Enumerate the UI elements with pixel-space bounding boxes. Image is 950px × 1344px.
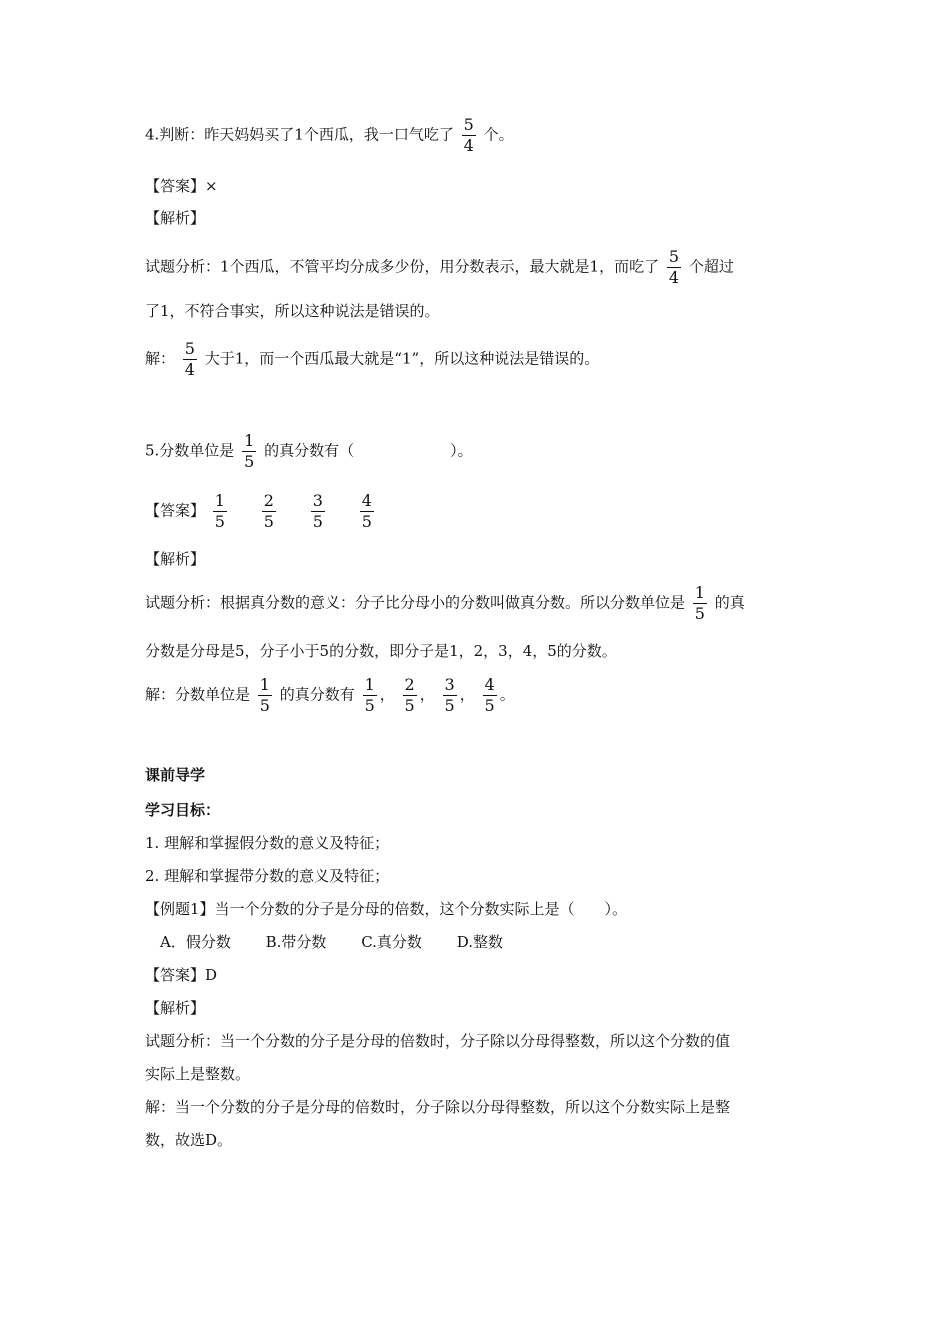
- q5-solution-mid: 的真分数有: [279, 685, 355, 704]
- q5-answer-2-den: 5: [263, 512, 274, 531]
- q5-analysis-text-a: 试题分析：根据真分数的意义：分子比分母小的分数叫做真分数。所以分数单位是: [145, 593, 686, 612]
- q5-answer-4-num: 4: [361, 491, 372, 510]
- q5-solution-end: 。: [499, 685, 515, 704]
- goal-1: 1. 理解和掌握假分数的意义及特征；: [145, 834, 390, 852]
- example-label: 【例题1】: [145, 900, 215, 918]
- q5-answer: [145, 492, 377, 531]
- q5-analysis-text-b: 的真: [714, 593, 745, 612]
- q5-solution-unit-fraction: [258, 676, 272, 715]
- q4-solution-fraction-den: 4: [184, 360, 195, 379]
- example-answer-value: D: [205, 966, 218, 984]
- q5-solution-3-den: 5: [444, 696, 455, 715]
- q5-solution-3-num: 3: [444, 675, 455, 694]
- q5-solution-unit-den: 5: [259, 696, 270, 715]
- q4-solution-suffix: 大于1，而一个西瓜最大就是“1”，所以这种说法是错误的。: [204, 349, 600, 368]
- example-1: [145, 898, 627, 920]
- q4-analysis-fraction-den: 4: [668, 268, 680, 287]
- q5-solution-fraction-4: [483, 676, 497, 715]
- q5-solution-fraction-3: [443, 676, 457, 715]
- goal-2: 2. 理解和掌握带分数的意义及特征；: [145, 867, 390, 885]
- example-answer: [145, 964, 217, 986]
- example-solution-line2: 数，故选D。: [145, 1131, 233, 1149]
- q4-answer: [145, 175, 218, 197]
- example-text: 当一个分数的分子是分母的倍数，这个分数实际上是（ ）。: [214, 900, 628, 918]
- example-analysis-line2: 实际上是整数。: [145, 1065, 251, 1083]
- q5-solution-1-num: 1: [364, 675, 375, 694]
- q5-unit-fraction: [242, 432, 256, 471]
- example-solution-line1: 解：当一个分数的分子是分母的倍数时，分子除以分母得整数，所以这个分数实际上是整: [145, 1098, 731, 1116]
- section-heading: 课前导学: [145, 766, 206, 784]
- q5-unit-fraction-num: 1: [244, 431, 255, 450]
- q5-solution-unit-num: 1: [259, 675, 270, 694]
- q5-unit-fraction-den: 5: [244, 452, 255, 471]
- q5-answer-fraction-1: [213, 492, 227, 531]
- q4-analysis-text-a: 试题分析：1个西瓜，不管平均分成多少份，用分数表示，最大就是1，而吃了: [145, 257, 660, 276]
- q4-answer-value: ×: [205, 177, 218, 195]
- q5-analysis-fraction-num: 1: [694, 583, 705, 602]
- q4-analysis-line1: [145, 248, 734, 287]
- q5-analysis-label: 【解析】: [145, 550, 206, 568]
- q5-solution-4-num: 4: [484, 675, 495, 694]
- q4-question-suffix: 个。: [483, 125, 514, 144]
- q5-solution: [145, 676, 515, 715]
- example-analysis-label: 【解析】: [145, 999, 206, 1017]
- q5-question-suffix: 的真分数有（: [264, 441, 355, 460]
- q4-analysis-text-b: 个超过: [688, 257, 734, 276]
- q4-question-prefix: 4.判断：昨天妈妈买了1个西瓜，我一口气吃了: [145, 125, 454, 144]
- q5-solution-fraction-1: [363, 676, 377, 715]
- q5-solution-sep-3: ，: [459, 685, 475, 704]
- q5-solution-2-num: 2: [404, 675, 415, 694]
- q4-question: [145, 116, 514, 155]
- q4-fraction-num: 5: [463, 115, 474, 134]
- q5-analysis-line1: [145, 584, 745, 623]
- option-a: A．假分数: [160, 933, 231, 951]
- q4-solution: [145, 340, 599, 379]
- q5-solution-prefix: 解：分数单位是: [145, 685, 251, 704]
- q5-analysis-line2: 分数是分母是5，分子小于5的分数，即分子是1，2，3，4，5的分数。: [145, 642, 617, 660]
- q4-analysis-fraction-num: 5: [668, 247, 680, 266]
- q5-answer-3-num: 3: [312, 491, 323, 510]
- q4-solution-fraction-num: 5: [184, 339, 195, 358]
- q5-answer-4-den: 5: [361, 512, 372, 531]
- q5-solution-sep-2: ，: [419, 685, 435, 704]
- option-b: B.带分数: [265, 933, 327, 951]
- q5-answer-fraction-2: [262, 492, 276, 531]
- q4-analysis-label: 【解析】: [145, 209, 206, 227]
- q5-answer-fraction-3: [311, 492, 325, 531]
- q5-solution-1-den: 5: [364, 696, 375, 715]
- q5-answer-label: 【答案】: [145, 501, 206, 520]
- q5-answer-1-num: 1: [214, 491, 225, 510]
- q5-answer-fraction-4: [360, 492, 374, 531]
- q5-solution-2-den: 5: [404, 696, 415, 715]
- q5-answer-1-den: 5: [214, 512, 225, 531]
- goals-heading: 学习目标：: [145, 801, 221, 819]
- q4-solution-prefix: 解：: [145, 349, 176, 368]
- q5-analysis-fraction: [693, 584, 707, 623]
- q5-answer-2-num: 2: [263, 491, 274, 510]
- q5-analysis-fraction-den: 5: [694, 604, 705, 623]
- q5-solution-4-den: 5: [484, 696, 495, 715]
- q5-solution-fraction-2: [403, 676, 417, 715]
- example-analysis-line1: 试题分析：当一个分数的分子是分母的倍数时，分子除以分母得整数，所以这个分数的值: [145, 1032, 731, 1050]
- q4-fraction-den: 4: [463, 136, 474, 155]
- option-c: C.真分数: [361, 933, 422, 951]
- example-options: [160, 931, 533, 953]
- q4-fraction: [462, 116, 476, 155]
- q5-question: [145, 432, 473, 471]
- q4-analysis-line2: 了1，不符合事实，所以这种说法是错误的。: [145, 302, 440, 320]
- option-d: D.整数: [456, 933, 503, 951]
- q5-solution-sep-1: ，: [379, 685, 395, 704]
- q5-question-end: ）。: [450, 441, 473, 460]
- q5-question-prefix: 5.分数单位是: [145, 441, 235, 460]
- q4-answer-label: 【答案】: [145, 177, 206, 195]
- q4-analysis-fraction: [667, 248, 681, 287]
- example-answer-label: 【答案】: [145, 966, 206, 984]
- q5-answer-3-den: 5: [312, 512, 323, 531]
- q4-solution-fraction: [183, 340, 197, 379]
